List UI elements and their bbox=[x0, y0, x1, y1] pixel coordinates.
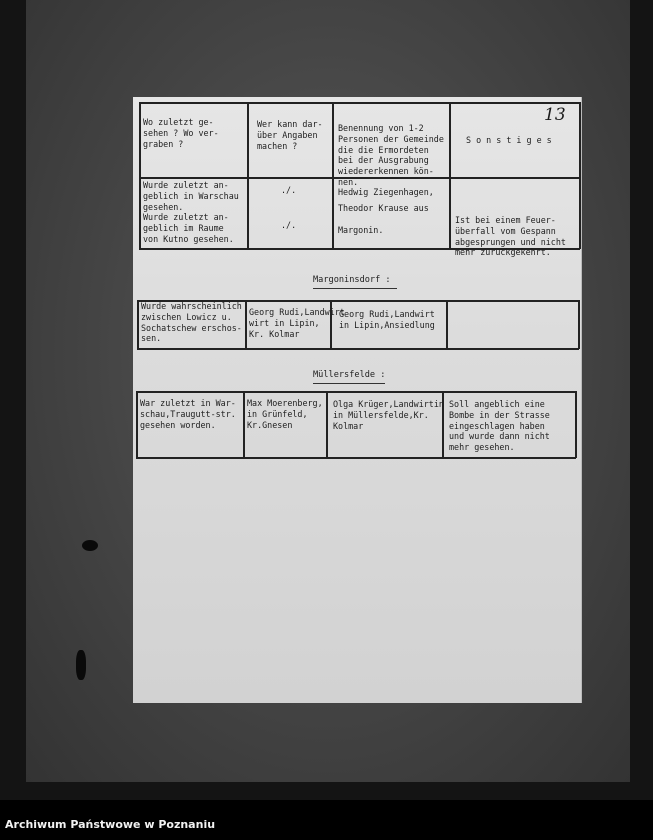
table-rule bbox=[575, 391, 577, 458]
page-number: 13 bbox=[544, 105, 566, 125]
table-row-1-col1: Wurde zuletzt an- geblich in Warschau gesehen. bbox=[143, 180, 239, 212]
dust-spot bbox=[76, 650, 86, 680]
table-row-2-col1: Wurde zuletzt an- geblich im Raume von Kutno gesehen. bbox=[143, 212, 234, 244]
table-rule bbox=[446, 300, 448, 349]
header-where-last-seen: Wo zuletzt ge- sehen ? Wo ver- graben ? bbox=[143, 117, 219, 149]
table-row-1-col2: ./. bbox=[281, 185, 297, 195]
document-page bbox=[133, 97, 582, 703]
table-rule bbox=[139, 102, 141, 249]
table-rule bbox=[326, 391, 328, 458]
table-rule bbox=[136, 391, 138, 458]
muellersfelde-col1: War zuletzt in War- schau,Traugutt-str. gesehen worden. bbox=[140, 398, 236, 430]
muellersfelde-col3: Olga Krüger,Landwirtin in Müllersfelde,Kr. Kolmar bbox=[333, 399, 444, 431]
table-row-2-col4: Ist bei einem Feuer- überfall vom Gespann abgesprungen und nicht mehr zurückgekehrt. bbox=[455, 215, 566, 258]
header-who-informs: Wer kann dar- über Angaben machen ? bbox=[257, 119, 323, 151]
margoninsdorf-col3: Georg Rudi,Landwirt in Lipin,Ansiedlung bbox=[339, 309, 435, 330]
archive-name: Archiwum Państwowe w Poznaniu bbox=[5, 818, 216, 831]
muellersfelde-col2: Max Moerenberg, in Grünfeld, Kr.Gnesen bbox=[247, 398, 323, 430]
table-row-1-col3: Hedwig Ziegenhagen, bbox=[338, 187, 434, 197]
margoninsdorf-col1: Wurde wahrscheinlich zwischen Lowicz u. Sochatschew erschos- sen. bbox=[141, 301, 242, 344]
table-rule bbox=[579, 102, 581, 249]
table-row-2-col3: Theodor Krause aus Margonin. bbox=[338, 203, 429, 235]
table-rule bbox=[137, 348, 579, 350]
section-title-muellersfelde: Müllersfelde : bbox=[313, 370, 386, 380]
table-rule bbox=[137, 300, 139, 349]
table-rule bbox=[332, 102, 334, 249]
section-title-margoninsdorf: Margoninsdorf : bbox=[313, 275, 391, 285]
table-rule bbox=[449, 102, 451, 249]
muellersfelde-col4: Soll angeblich eine Bombe in der Strasse eingeschlagen haben und wurde dann nicht mehr gesehen. bbox=[449, 399, 550, 453]
table-rule bbox=[247, 102, 249, 249]
table-rule bbox=[136, 457, 576, 459]
table-row-2-col2: ./. bbox=[281, 220, 297, 230]
section-underline bbox=[313, 383, 385, 384]
section-underline bbox=[313, 288, 397, 289]
header-remarks: S o n s t i g e s bbox=[466, 135, 552, 145]
table-rule bbox=[139, 102, 580, 104]
table-rule bbox=[245, 300, 247, 349]
header-identifying-persons: Benennung von 1-2 Personen der Gemeinde die die Ermordeten bei der Ausgrabung wiedererkennen kön- nen. bbox=[338, 123, 444, 187]
table-rule bbox=[136, 391, 576, 393]
margoninsdorf-col2: Georg Rudi,Landwirt wirt in Lipin, Kr. Kolmar bbox=[249, 307, 345, 339]
dust-spot bbox=[82, 540, 98, 551]
table-rule bbox=[578, 300, 580, 349]
table-rule bbox=[243, 391, 245, 458]
